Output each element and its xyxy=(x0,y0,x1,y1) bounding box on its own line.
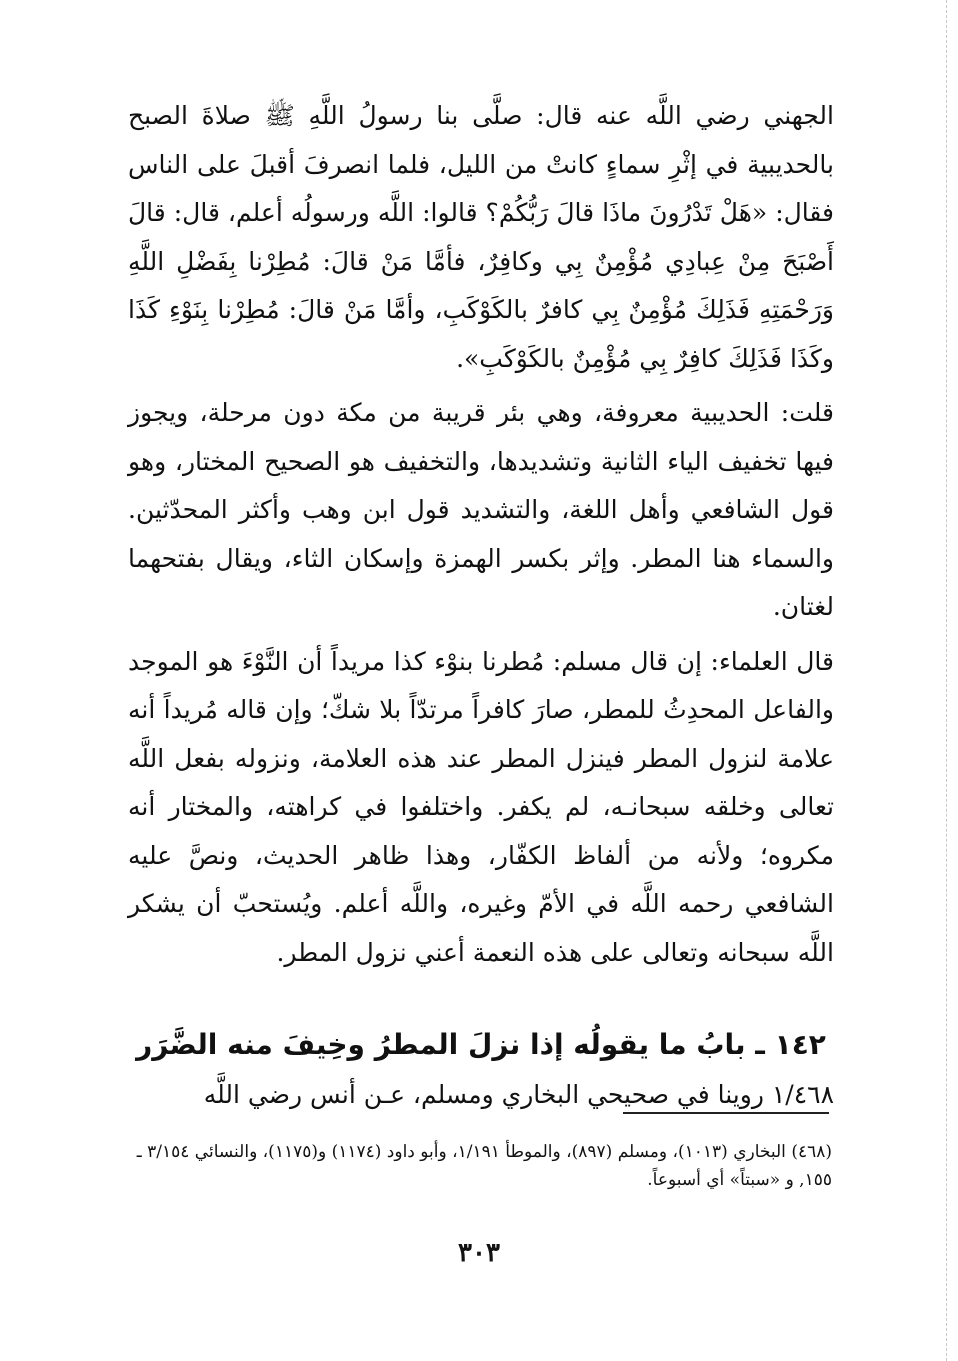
chapter-heading: ١٤٢ ـ بابُ ما يقولُه إذا نزلَ المطرُ وخِيفَ منه الضَّرَر xyxy=(136,1028,826,1061)
footnote: (٤٦٨) البخاري (١٠١٣)، ومسلم (٨٩٧)، والموطأ ١/١٩١، وأبو داود (١١٧٤) و(١١٧٥)، والنسائي ٣/١٥٤ ـ ١٥٥, و «سبتاً» أي أسبوعاً. xyxy=(136,1142,832,1190)
footnote-separator xyxy=(623,1112,829,1114)
page-number: ٣٠٣ xyxy=(458,1238,500,1268)
page-body xyxy=(128,92,834,1120)
hadith-paragraph: الجهني رضي اللَّه عنه قال: صلَّى بنا رسولُ اللَّهِ ﷺ صلاةَ الصبح بالحديبية في إثْرِ سماءٍ كانتْ من الليل، فلما انصرفَ أقبلَ على الناس فقال: «هَلْ تَدْرُونَ ماذَا قالَ رَبُّكُمْ؟ قالوا: اللَّه ورسولُه أعلم، قال: قالَ أَصْبَحَ مِنْ عِبادِي مُؤْمِنٌ بِي وكافِرٌ، فأمَّا مَنْ قالَ: مُطِرْنا بِفَضْلِ اللَّهِ وَرَحْمَتِهِ فَذَلِكَ مُؤْمِنٌ بِي كافرٌ بالكَوْكَبِ، وأمَّا مَنْ قالَ: مُطِرْنا بِنَوْءِ كَذَا وكَذَا فَذَلِكَ كافِرٌ بِي مُؤْمِنٌ بالكَوْكَبِ». xyxy=(128,101,834,373)
page-edge-line xyxy=(946,0,947,1361)
hadith-start-line: ١/٤٦٨ روينا في صحيحي البخاري ومسلم، عـن أنس رضي اللَّه xyxy=(203,1080,834,1109)
commentary-paragraph: قلت: الحديبية معروفة، وهي بئر قريبة من مكة دون مرحلة، ويجوز فيها تخفيف الياء الثانية وتشديدها، والتخفيف هو الصحيح المختار، وهو قول الشافعي وأهل اللغة، والتشديد قول ابن وهب وأكثر المحدّثين. والسماء هنا المطر. وإثر بكسر الهمزة وإسكان الثاء، ويقال بفتحهما لغتان. xyxy=(128,398,834,621)
scholars-paragraph: قال العلماء: إن قال مسلم: مُطرنا بنوْء كذا مريداً أن النَّوْءَ هو الموجد والفاعل المحدِثُ للمطر، صارَ كافراً مرتدّاً بلا شكّ؛ وإن قاله مُريداً أنه علامة لنزول المطر فينزل المطر عند هذه العلامة، ونزوله بفعل اللَّه تعالى وخلقه سبحانـه، لم يكفر. واختلفوا في كراهته، والمختار أنه مكروه؛ ولأنه من ألفاظ الكفّار، وهذا ظاهر الحديث، ونصَّ عليه الشافعي رحمه اللَّه في الأمّ وغيره، واللَّه أعلم. ويُستحبّ أن يشكر اللَّه سبحانه وتعالى على هذه النعمة أعني نزول المطر. xyxy=(128,646,834,967)
